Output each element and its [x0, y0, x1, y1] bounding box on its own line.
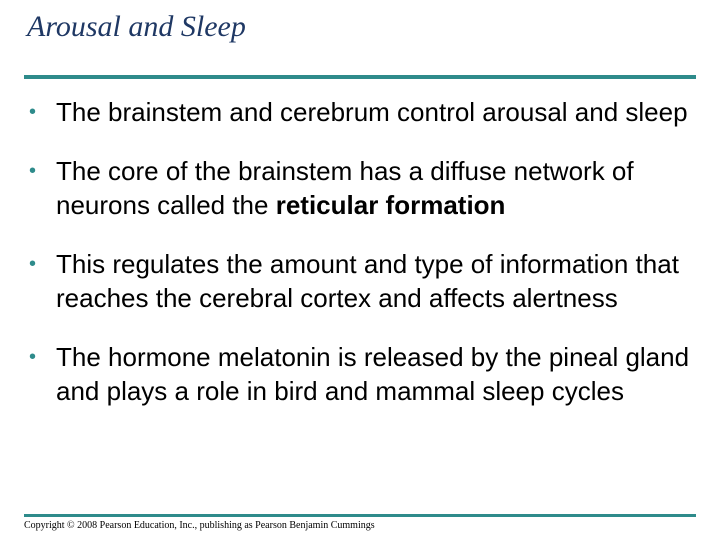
bullet-icon: • [29, 160, 37, 182]
bullet-icon: • [29, 253, 37, 275]
bullet-icon: • [29, 346, 37, 368]
bullet-list [24, 95, 714, 433]
title-divider [24, 75, 696, 79]
slide-title: Arousal and Sleep [27, 10, 246, 43]
bullet-text: The brainstem and cerebrum control arousal and sleep [56, 97, 688, 127]
bullet-text: This regulates the amount and type of information that reaches the cerebral cortex and affects alertness [56, 249, 679, 313]
bullet-item [24, 154, 714, 222]
bullet-bold-term: reticular formation [275, 190, 506, 220]
bullet-text: The hormone melatonin is released by the pineal gland and plays a role in bird and mammal sleep cycles [56, 342, 690, 406]
bullet-item [24, 340, 714, 408]
footer-divider [24, 514, 696, 517]
bullet-item [24, 247, 714, 315]
bullet-item [24, 95, 714, 129]
bullet-icon: • [29, 101, 37, 123]
bullet-text: The core of the brainstem has a diffuse network of neurons called the [56, 156, 634, 220]
copyright-notice: Copyright © 2008 Pearson Education, Inc., publishing as Pearson Benjamin Cummings [24, 520, 375, 531]
